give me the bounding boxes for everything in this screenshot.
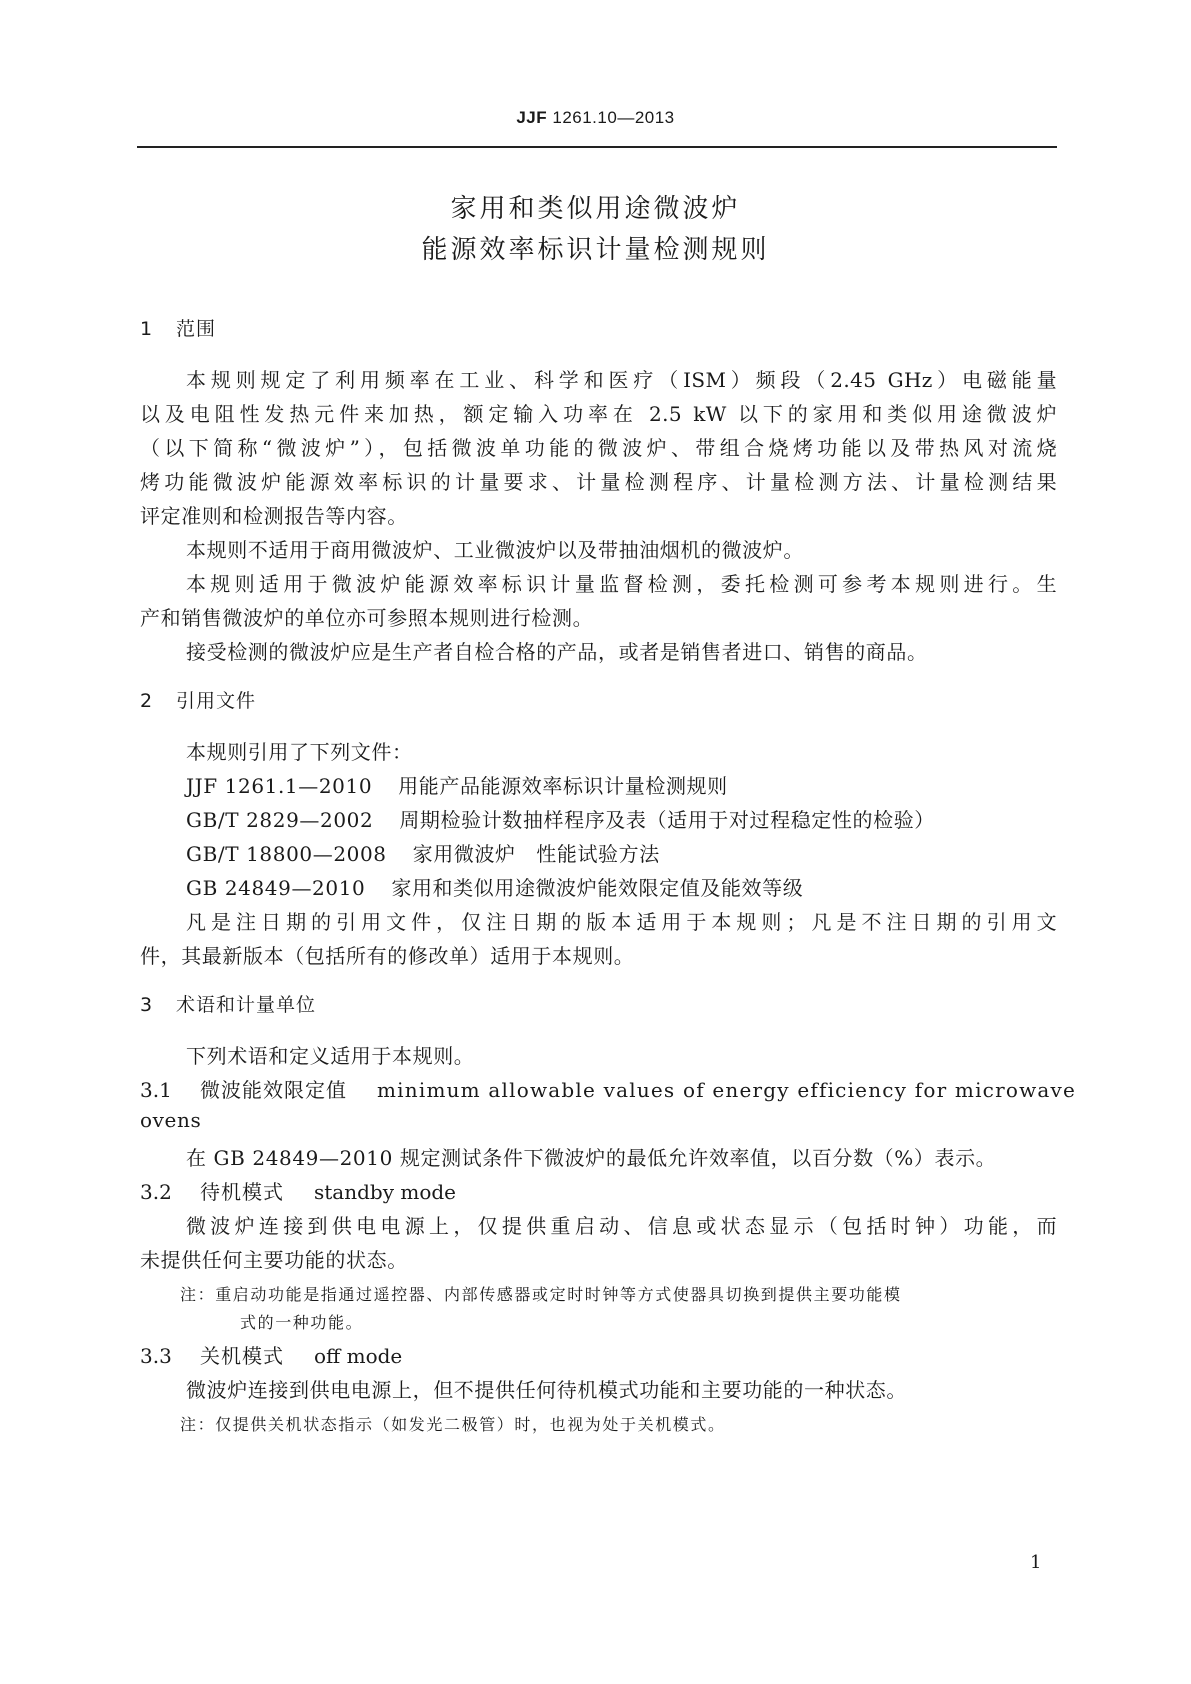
term-cn: 关机模式: [200, 1344, 284, 1368]
term-definition: 在 GB 24849—2010 规定测试条件下微波炉的最低允许效率值，以百分数（%）表示。: [186, 1146, 997, 1170]
page-number: 1: [1030, 1552, 1042, 1573]
term-3-2: [140, 1176, 456, 1205]
section-heading-1: [140, 314, 216, 341]
term-en: standby mode: [314, 1180, 457, 1204]
term-cn: 微波能效限定值: [200, 1078, 347, 1102]
section-title: 引用文件: [176, 690, 257, 712]
reference-name: 家用和类似用途微波炉能效限定值及能效等级: [391, 876, 804, 900]
reference-item: [186, 804, 935, 833]
header-rule: [137, 146, 1057, 148]
term-number: 3.2: [140, 1180, 172, 1204]
note-line: 注：仅提供关机状态指示（如发光二极管）时，也视为处于关机模式。: [180, 1415, 726, 1434]
reference-item: [186, 838, 660, 867]
term-3-1: [140, 1074, 1077, 1103]
document-title-line1: 家用和类似用途微波炉: [450, 194, 741, 224]
paragraph: 接受检测的微波炉应是生产者自检合格的产品，或者是销售者进口、销售的商品。: [186, 640, 928, 664]
doc-code-number: 1261.10—2013: [547, 108, 675, 127]
reference-code: GB/T 2829—2002: [186, 808, 374, 832]
term-en: minimum allowable values of energy efficiency for microwave: [377, 1078, 1077, 1102]
section-title: 范围: [176, 318, 217, 340]
paragraph-line: 本规则规定了利用频率在工业、科学和医疗（ISM）频段（2.45 GHz）电磁能量: [186, 368, 1057, 392]
note-line: 式的一种功能。: [240, 1313, 364, 1332]
paragraph-line: 烤功能微波炉能源效率标识的计量要求、计量检测程序、计量检测方法、计量检测结果: [140, 470, 1057, 494]
document-code-header: [0, 108, 1191, 128]
term-en-continued: ovens: [140, 1108, 202, 1132]
reference-code: GB 24849—2010: [186, 876, 366, 900]
section-heading-2: [140, 686, 256, 713]
document-title-line2: 能源效率标识计量检测规则: [421, 235, 770, 265]
term-3-3: [140, 1340, 402, 1369]
paragraph-line: 本规则适用于微波炉能源效率标识计量监督检测，委托检测可参考本规则进行。生: [186, 572, 1057, 596]
section-title: 术语和计量单位: [176, 994, 317, 1016]
paragraph-line: 评定准则和检测报告等内容。: [140, 504, 408, 528]
section-number: 1: [140, 318, 154, 340]
paragraph-line: （以下简称“微波炉”），包括微波单功能的微波炉、带组合烧烤功能以及带热风对流烧: [140, 436, 1057, 460]
paragraph: 本规则引用了下列文件：: [186, 740, 413, 764]
term-number: 3.1: [140, 1078, 172, 1102]
paragraph: 本规则不适用于商用微波炉、工业微波炉以及带抽油烟机的微波炉。: [186, 538, 804, 562]
term-definition-line: 未提供任何主要功能的状态。: [140, 1248, 408, 1272]
note-line: 注：重启动功能是指通过遥控器、内部传感器或定时时钟等方式使器具切换到提供主要功能模: [180, 1285, 902, 1304]
reference-code: JJF 1261.1—2010: [186, 774, 373, 798]
reference-item: [186, 872, 803, 901]
section-heading-3: [140, 990, 316, 1017]
term-number: 3.3: [140, 1344, 172, 1368]
reference-name: 家用微波炉 性能试验方法: [412, 842, 660, 866]
reference-item: [186, 770, 728, 799]
paragraph: 下列术语和定义适用于本规则。: [186, 1044, 475, 1068]
reference-code: GB/T 18800—2008: [186, 842, 387, 866]
paragraph-line: 件，其最新版本（包括所有的修改单）适用于本规则。: [140, 944, 635, 968]
paragraph-line: 产和销售微波炉的单位亦可参照本规则进行检测。: [140, 606, 594, 630]
term-definition-line: 微波炉连接到供电电源上，仅提供重启动、信息或状态显示（包括时钟）功能，而: [186, 1214, 1057, 1238]
reference-name: 用能产品能源效率标识计量检测规则: [398, 774, 728, 798]
section-number: 3: [140, 994, 154, 1016]
paragraph-line: 凡是注日期的引用文件，仅注日期的版本适用于本规则；凡是不注日期的引用文: [186, 910, 1057, 934]
term-cn: 待机模式: [200, 1180, 284, 1204]
term-en: off mode: [314, 1344, 403, 1368]
term-definition: 微波炉连接到供电电源上，但不提供任何待机模式功能和主要功能的一种状态。: [186, 1378, 907, 1402]
reference-name: 周期检验计数抽样程序及表（适用于对过程稳定性的检验）: [399, 808, 935, 832]
doc-code-prefix: JJF: [516, 108, 548, 127]
section-number: 2: [140, 690, 154, 712]
paragraph-line: 以及电阻性发热元件来加热，额定输入功率在 2.5 kW 以下的家用和类似用途微波炉: [140, 402, 1057, 426]
